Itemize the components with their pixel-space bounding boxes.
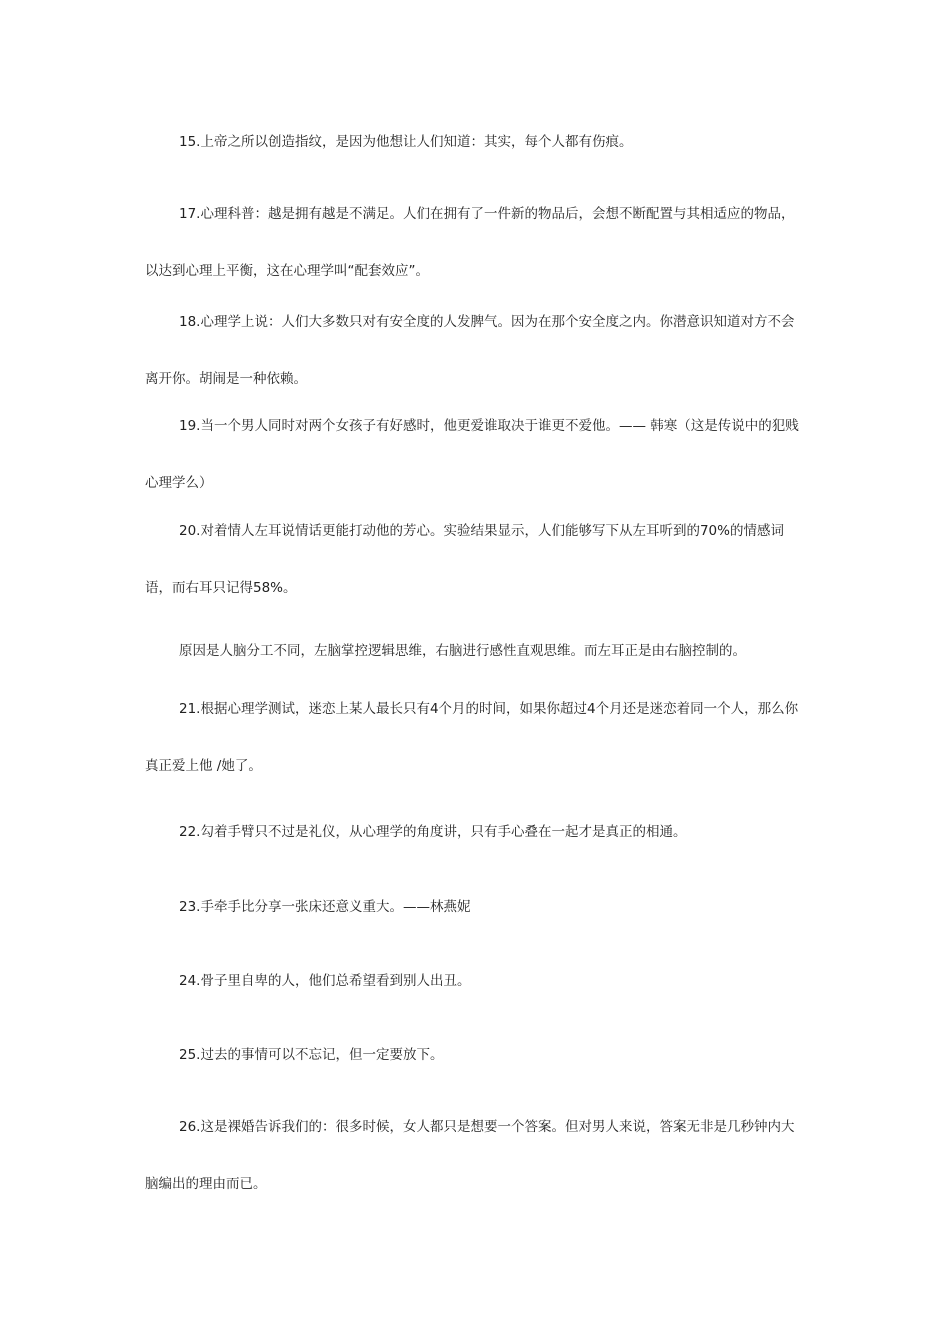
- paragraph-18: 18.心理学上说：人们大多数只对有安全度的人发脾气。因为在那个安全度之内。你潜意识知道对方不会离开你。胡闹是一种依赖。: [145, 314, 795, 387]
- paragraph-19: 19.当一个男人同时对两个女孩子有好感时，他更爱谁取决于谁更不爱他。—— 韩寒（这是传说中的犯贱心理学么）: [145, 418, 799, 491]
- paragraph-25: 25.过去的事情可以不忘记，但一定要放下。: [179, 1047, 444, 1063]
- paragraph-15: 15.上帝之所以创造指纹，是因为他想让人们知道：其实，每个人都有伤痕。: [179, 134, 633, 150]
- paragraph-23: 23.手牵手比分享一张床还意义重大。——林燕妮: [179, 899, 471, 915]
- paragraph-24: 24.骨子里自卑的人，他们总希望看到别人出丑。: [179, 973, 471, 989]
- paragraph-20-continued: 原因是人脑分工不同，左脑掌控逻辑思维，右脑进行感性直观思维。而左耳正是由右脑控制的。: [179, 643, 746, 659]
- paragraph-26: 26.这是裸婚告诉我们的：很多时候，女人都只是想要一个答案。但对男人来说，答案无非是几秒钟内大脑编出的理由而已。: [145, 1119, 795, 1192]
- paragraph-20: 20.对着情人左耳说情话更能打动他的芳心。实验结果显示，人们能够写下从左耳听到的70%的情感词语，而右耳只记得58%。: [145, 523, 784, 596]
- paragraph-21: 21.根据心理学测试，迷恋上某人最长只有4个月的时间，如果你超过4个月还是迷恋着同一个人，那么你真正爱上他 /她了。: [145, 701, 799, 774]
- paragraph-22: 22.勾着手臂只不过是礼仪，从心理学的角度讲，只有手心叠在一起才是真正的相通。: [179, 824, 687, 840]
- paragraph-17: 17.心理科普：越是拥有越是不满足。人们在拥有了一件新的物品后，会想不断配置与其相适应的物品，以达到心理上平衡，这在心理学叫“配套效应”。: [145, 206, 795, 279]
